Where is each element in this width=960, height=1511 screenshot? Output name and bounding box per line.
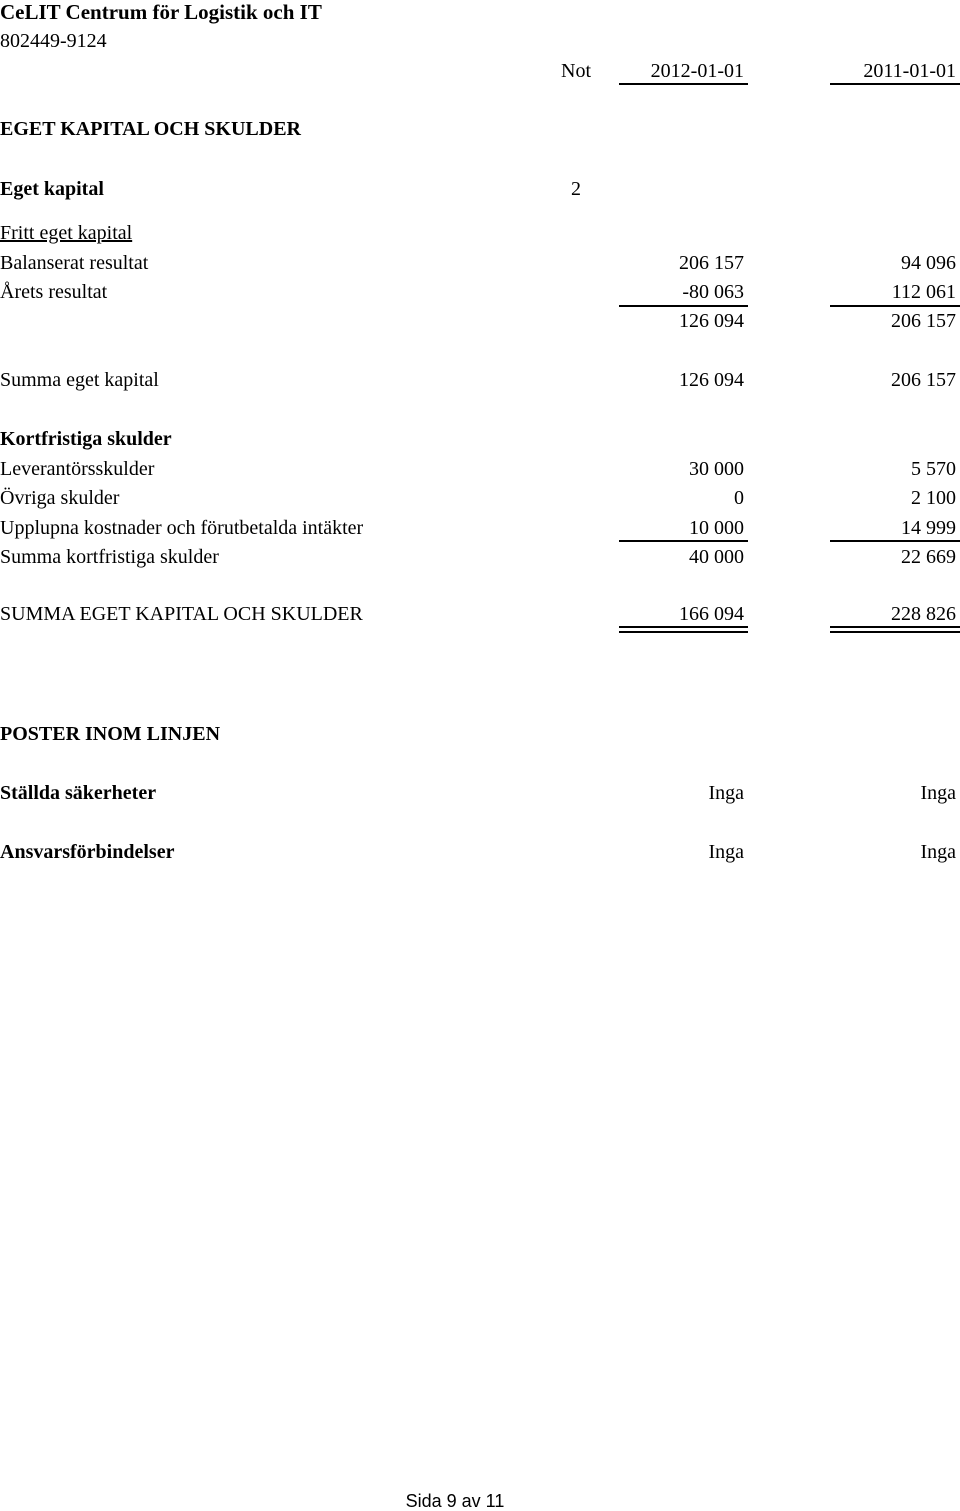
header-rule-2011 [830,83,960,85]
section-title: EGET KAPITAL OCH SKULDER [0,118,301,140]
row-label-stallda-sakerheter: Ställda säkerheter [0,782,157,804]
row-value-2012-stallda-sakerheter: Inga [708,782,744,804]
sum-short-term-value-2011: 22 669 [901,546,956,568]
fritt-eget-kapital-title: Fritt eget kapital [0,222,133,244]
row-value-2011-ovriga-skulder: 2 100 [911,487,956,509]
grand-total-rule-bottom-2012 [619,631,748,633]
header-rule-2012 [619,83,748,85]
subtotal-value-2012: 126 094 [679,310,744,332]
short-term-rule-2011 [830,540,960,542]
subtotal-rule-2012 [619,305,748,307]
company-name: CeLIT Centrum för Logistik och IT [0,0,322,24]
row-label-balanserat-resultat: Balanserat resultat [0,252,149,274]
short-term-title: Kortfristiga skulder [0,428,172,450]
sum-equity-value-2011: 206 157 [891,369,956,391]
equity-title: Eget kapital [0,178,104,200]
org-number: 802449-9124 [0,30,107,52]
grand-total-rule-top-2011 [830,626,960,628]
grand-total-value-2012: 166 094 [679,603,744,625]
row-label-ovriga-skulder: Övriga skulder [0,487,120,509]
row-value-2011-ansvarsforbindelser: Inga [920,841,956,863]
row-value-2012-arets-resultat: -80 063 [682,281,744,303]
row-value-2012-ansvarsforbindelser: Inga [708,841,744,863]
row-value-2011-balanserat-resultat: 94 096 [901,252,956,274]
row-value-2012-leverantorsskulder: 30 000 [689,458,744,480]
subtotal-value-2011: 206 157 [891,310,956,332]
grand-total-rule-bottom-2011 [830,631,960,633]
equity-note: 2 [571,178,581,200]
row-label-ansvarsforbindelser: Ansvarsförbindelser [0,841,175,863]
col-header-note: Not [561,60,591,82]
row-value-2012-upplupna-kostnader: 10 000 [689,517,744,539]
row-value-2012-ovriga-skulder: 0 [734,487,744,509]
row-value-2011-upplupna-kostnader: 14 999 [901,517,956,539]
grand-total-value-2011: 228 826 [891,603,956,625]
sum-equity-label: Summa eget kapital [0,369,159,391]
col-header-2012: 2012-01-01 [650,60,744,82]
subtotal-rule-2011 [830,305,960,307]
page-number: Sida 9 av 11 [405,1491,505,1511]
row-value-2011-stallda-sakerheter: Inga [920,782,956,804]
col-header-2011: 2011-01-01 [863,60,956,82]
grand-total-rule-top-2012 [619,626,748,628]
sum-short-term-label: Summa kortfristiga skulder [0,546,219,568]
short-term-rule-2012 [619,540,748,542]
sum-short-term-value-2012: 40 000 [689,546,744,568]
row-value-2012-balanserat-resultat: 206 157 [679,252,744,274]
row-label-arets-resultat: Årets resultat [0,281,108,303]
row-value-2011-arets-resultat: 112 061 [891,281,956,303]
row-value-2011-leverantorsskulder: 5 570 [911,458,956,480]
sum-equity-value-2012: 126 094 [679,369,744,391]
row-label-leverantorsskulder: Leverantörsskulder [0,458,155,480]
off-balance-title: POSTER INOM LINJEN [0,723,221,745]
row-label-upplupna-kostnader: Upplupna kostnader och förutbetalda intäkter [0,517,364,539]
grand-total-label: SUMMA EGET KAPITAL OCH SKULDER [0,603,363,625]
